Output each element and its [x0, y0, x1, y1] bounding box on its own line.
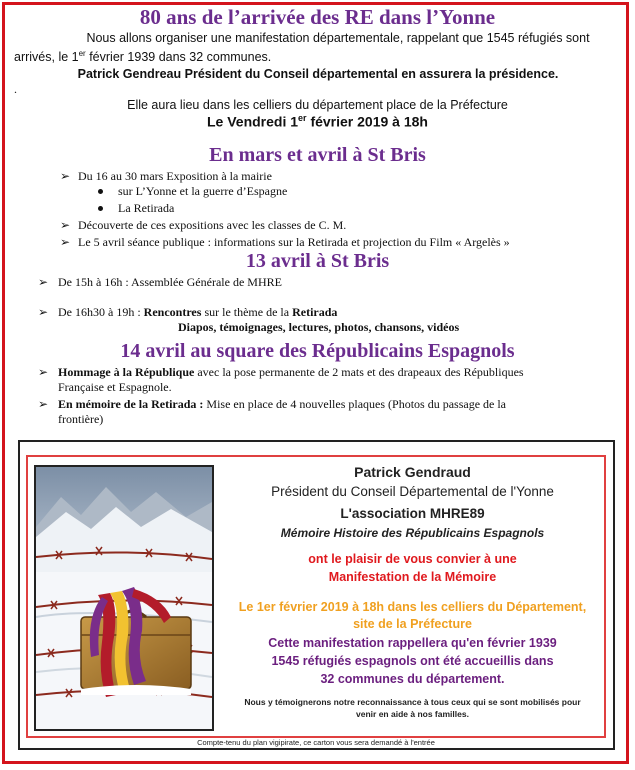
- disc-bullet-icon: [98, 206, 103, 211]
- intro-line-2: [8, 46, 628, 65]
- list-item-text: De 16h30 à 19h :: [58, 305, 144, 319]
- section-2-list: [38, 275, 618, 335]
- arrow-bullet-icon: ➢: [38, 365, 49, 379]
- disc-bullet-icon: [98, 189, 103, 194]
- section-2-heading: 13 avril à St Bris: [245, 250, 390, 272]
- arrow-bullet-icon: ➢: [60, 218, 71, 232]
- card-footer: Compte-tenu du plan vigipirate, ce carton vous sera demandé à l'entrée: [197, 738, 435, 747]
- section-3-list: [38, 365, 618, 427]
- page-title: 80 ans de l’arrivée des RE dans l’Yonne: [139, 5, 496, 29]
- card-when-line-1: Le 1er février 2019 à 18h dans les celliers du Département,: [238, 600, 587, 614]
- intro-line-2-text: arrivés, le 1: [14, 50, 79, 65]
- intro-line-2-end: février 1939 dans 32 communes.: [85, 50, 272, 65]
- card-thanks-line-1: Nous y témoignerons notre reconnaissance à tous ceux qui se sont mobilisés pour: [244, 697, 581, 707]
- list-item-text: Du 16 au 30 mars Exposition à la mairie: [78, 169, 272, 183]
- section-1-list: [60, 169, 620, 250]
- list-item: [38, 275, 618, 290]
- date-line: [0, 113, 635, 130]
- list-item-bold: Retirada: [292, 305, 338, 319]
- intro-line-1: Nous allons organiser une manifestation départementale, rappelant que 1545 réfugiés sont: [86, 31, 590, 45]
- list-item-text: sur L’Yonne et la guerre d’Espagne: [118, 184, 288, 198]
- arrow-bullet-icon: ➢: [38, 397, 49, 411]
- list-item-continuation: frontière): [58, 412, 104, 426]
- intro-sup: er: [78, 49, 86, 58]
- list-item: [60, 184, 620, 199]
- section-3-heading: 14 avril au square des Républicains Espagnols: [120, 340, 515, 362]
- card-thanks-line-2: venir en aide à nos familles.: [356, 709, 469, 719]
- suitcase-illustration-icon: [36, 467, 212, 729]
- list-item-text: De 15h à 16h : Assemblée Générale de MHRE: [58, 275, 282, 289]
- list-item-bold: En mémoire de la Retirada :: [58, 397, 204, 411]
- list-item-text: Découverte de ces expositions avec les classes de C. M.: [78, 218, 347, 232]
- arrow-bullet-icon: ➢: [60, 169, 71, 183]
- venue-line: Elle aura lieu dans les celliers du département place de la Préfecture: [127, 98, 508, 112]
- card-role: Président du Conseil Départemental de l'Yonne: [271, 484, 554, 499]
- card-name: Patrick Gendraud: [354, 464, 471, 480]
- list-item-continuation: Diapos, témoignages, lectures, photos, chansons, vidéos: [178, 320, 460, 334]
- card-invite-line-1: ont le plaisir de vous convier à une: [308, 552, 517, 566]
- list-item-text: avec la pose permanente de 2 mats et des drapeaux des Républiques: [194, 365, 524, 379]
- list-item-continuation: Française et Espagnole.: [58, 380, 172, 394]
- card-recall-line-2: 1545 réfugiés espagnols ont été accueillis dans: [271, 654, 554, 668]
- list-item: [38, 305, 618, 320]
- section-1-heading: En mars et avril à St Bris: [209, 144, 426, 166]
- date-sup: er: [298, 113, 307, 123]
- list-item-bold: Hommage à la République: [58, 365, 195, 379]
- list-item-text: Mise en place de 4 nouvelles plaques (Photos du passage de la: [203, 397, 507, 411]
- retirada-photo: [34, 465, 214, 731]
- list-item: [60, 218, 620, 233]
- card-when-line-2: site de la Préfecture: [353, 617, 472, 631]
- list-item: [38, 397, 618, 412]
- president-line: Patrick Gendreau Président du Conseil départemental en assurera la présidence.: [77, 67, 559, 82]
- intro-paragraph: [8, 31, 628, 82]
- list-item: [60, 169, 620, 184]
- list-item-text: sur le thème de la: [201, 305, 293, 319]
- card-recall-line-1: Cette manifestation rappellera qu'en février 1939: [268, 636, 557, 650]
- card-association: L'association MHRE89: [340, 506, 485, 521]
- list-item-text: Le 5 avril séance publique : informations sur la Retirada et projection du Film « Argelès »: [78, 235, 510, 249]
- arrow-bullet-icon: ➢: [60, 235, 71, 249]
- arrow-bullet-icon: ➢: [38, 275, 49, 289]
- stray-dot: .: [14, 82, 17, 96]
- date-end: février 2019 à 18h: [306, 113, 428, 130]
- arrow-bullet-icon: ➢: [38, 305, 49, 319]
- list-item: [60, 235, 620, 250]
- card-invite-line-2: Manifestation de la Mémoire: [328, 570, 497, 584]
- list-item-text: La Retirada: [118, 201, 175, 215]
- card-association-full: Mémoire Histoire des Républicains Espagnols: [280, 526, 545, 540]
- list-item-bold: Rencontres: [143, 305, 202, 319]
- date-text: Le Vendredi 1: [207, 113, 299, 130]
- card-recall-line-3: 32 communes du département.: [320, 672, 505, 686]
- list-item: [38, 365, 618, 380]
- list-item: [60, 201, 620, 216]
